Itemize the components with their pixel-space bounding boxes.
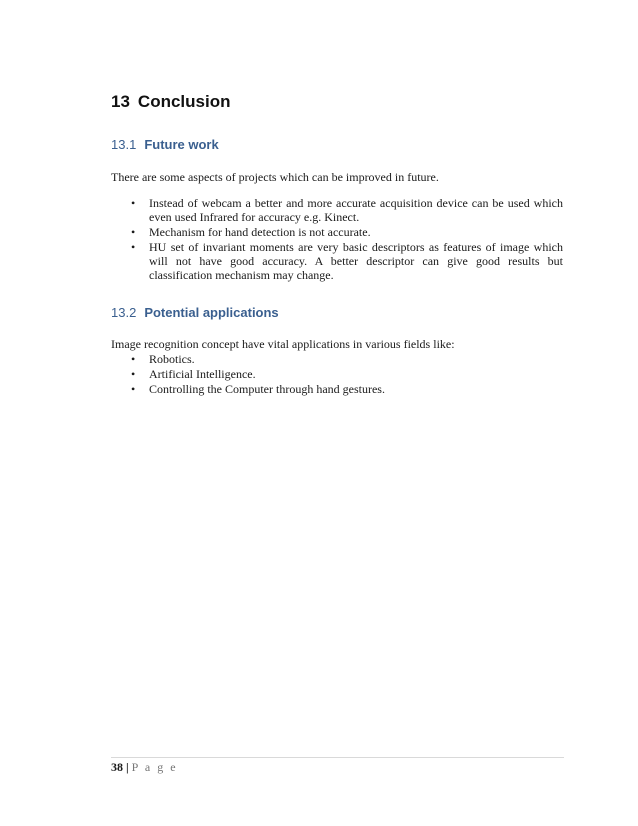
- page-label: P a g e: [131, 760, 178, 774]
- bullet-icon: •: [131, 240, 136, 254]
- chapter-title: Conclusion: [137, 92, 231, 111]
- section-number: 13.2: [111, 305, 137, 320]
- list-item: • HU set of invariant moments are very basic descriptors as features of image which will not have good accuracy. A better descriptor can give good results but classification mechanism may change.: [131, 240, 563, 282]
- bullet-icon: •: [131, 367, 136, 381]
- chapter-heading: [111, 92, 230, 112]
- bullet-icon: •: [131, 225, 136, 239]
- page-footer: [111, 760, 178, 775]
- list-item: • Controlling the Computer through hand gestures.: [131, 382, 385, 396]
- section-number: 13.1: [111, 137, 137, 152]
- chapter-number: 13: [111, 92, 130, 111]
- bullet-icon: •: [131, 382, 136, 396]
- list-item: • Artificial Intelligence.: [131, 367, 256, 381]
- footer-divider: [111, 757, 564, 758]
- bullet-icon: •: [131, 352, 136, 366]
- footer-separator: |: [126, 760, 129, 774]
- list-item: • Robotics.: [131, 352, 195, 366]
- page-number: 38: [111, 760, 123, 774]
- applications-intro: Image recognition concept have vital applications in various fields like:: [111, 337, 455, 351]
- list-item: • Instead of webcam a better and more accurate acquisition device can be used which even used Infrared for accuracy e.g. Kinect.: [131, 196, 563, 224]
- section-title: Potential applications: [144, 305, 279, 320]
- bullet-icon: •: [131, 196, 136, 210]
- list-item: • Mechanism for hand detection is not accurate.: [131, 225, 371, 239]
- section-title: Future work: [144, 137, 219, 152]
- section-heading-future-work: [111, 137, 219, 152]
- section-heading-potential-applications: [111, 305, 279, 320]
- future-work-list: [111, 196, 563, 283]
- future-work-intro: There are some aspects of projects which can be improved in future.: [111, 170, 439, 184]
- applications-list: [111, 352, 563, 397]
